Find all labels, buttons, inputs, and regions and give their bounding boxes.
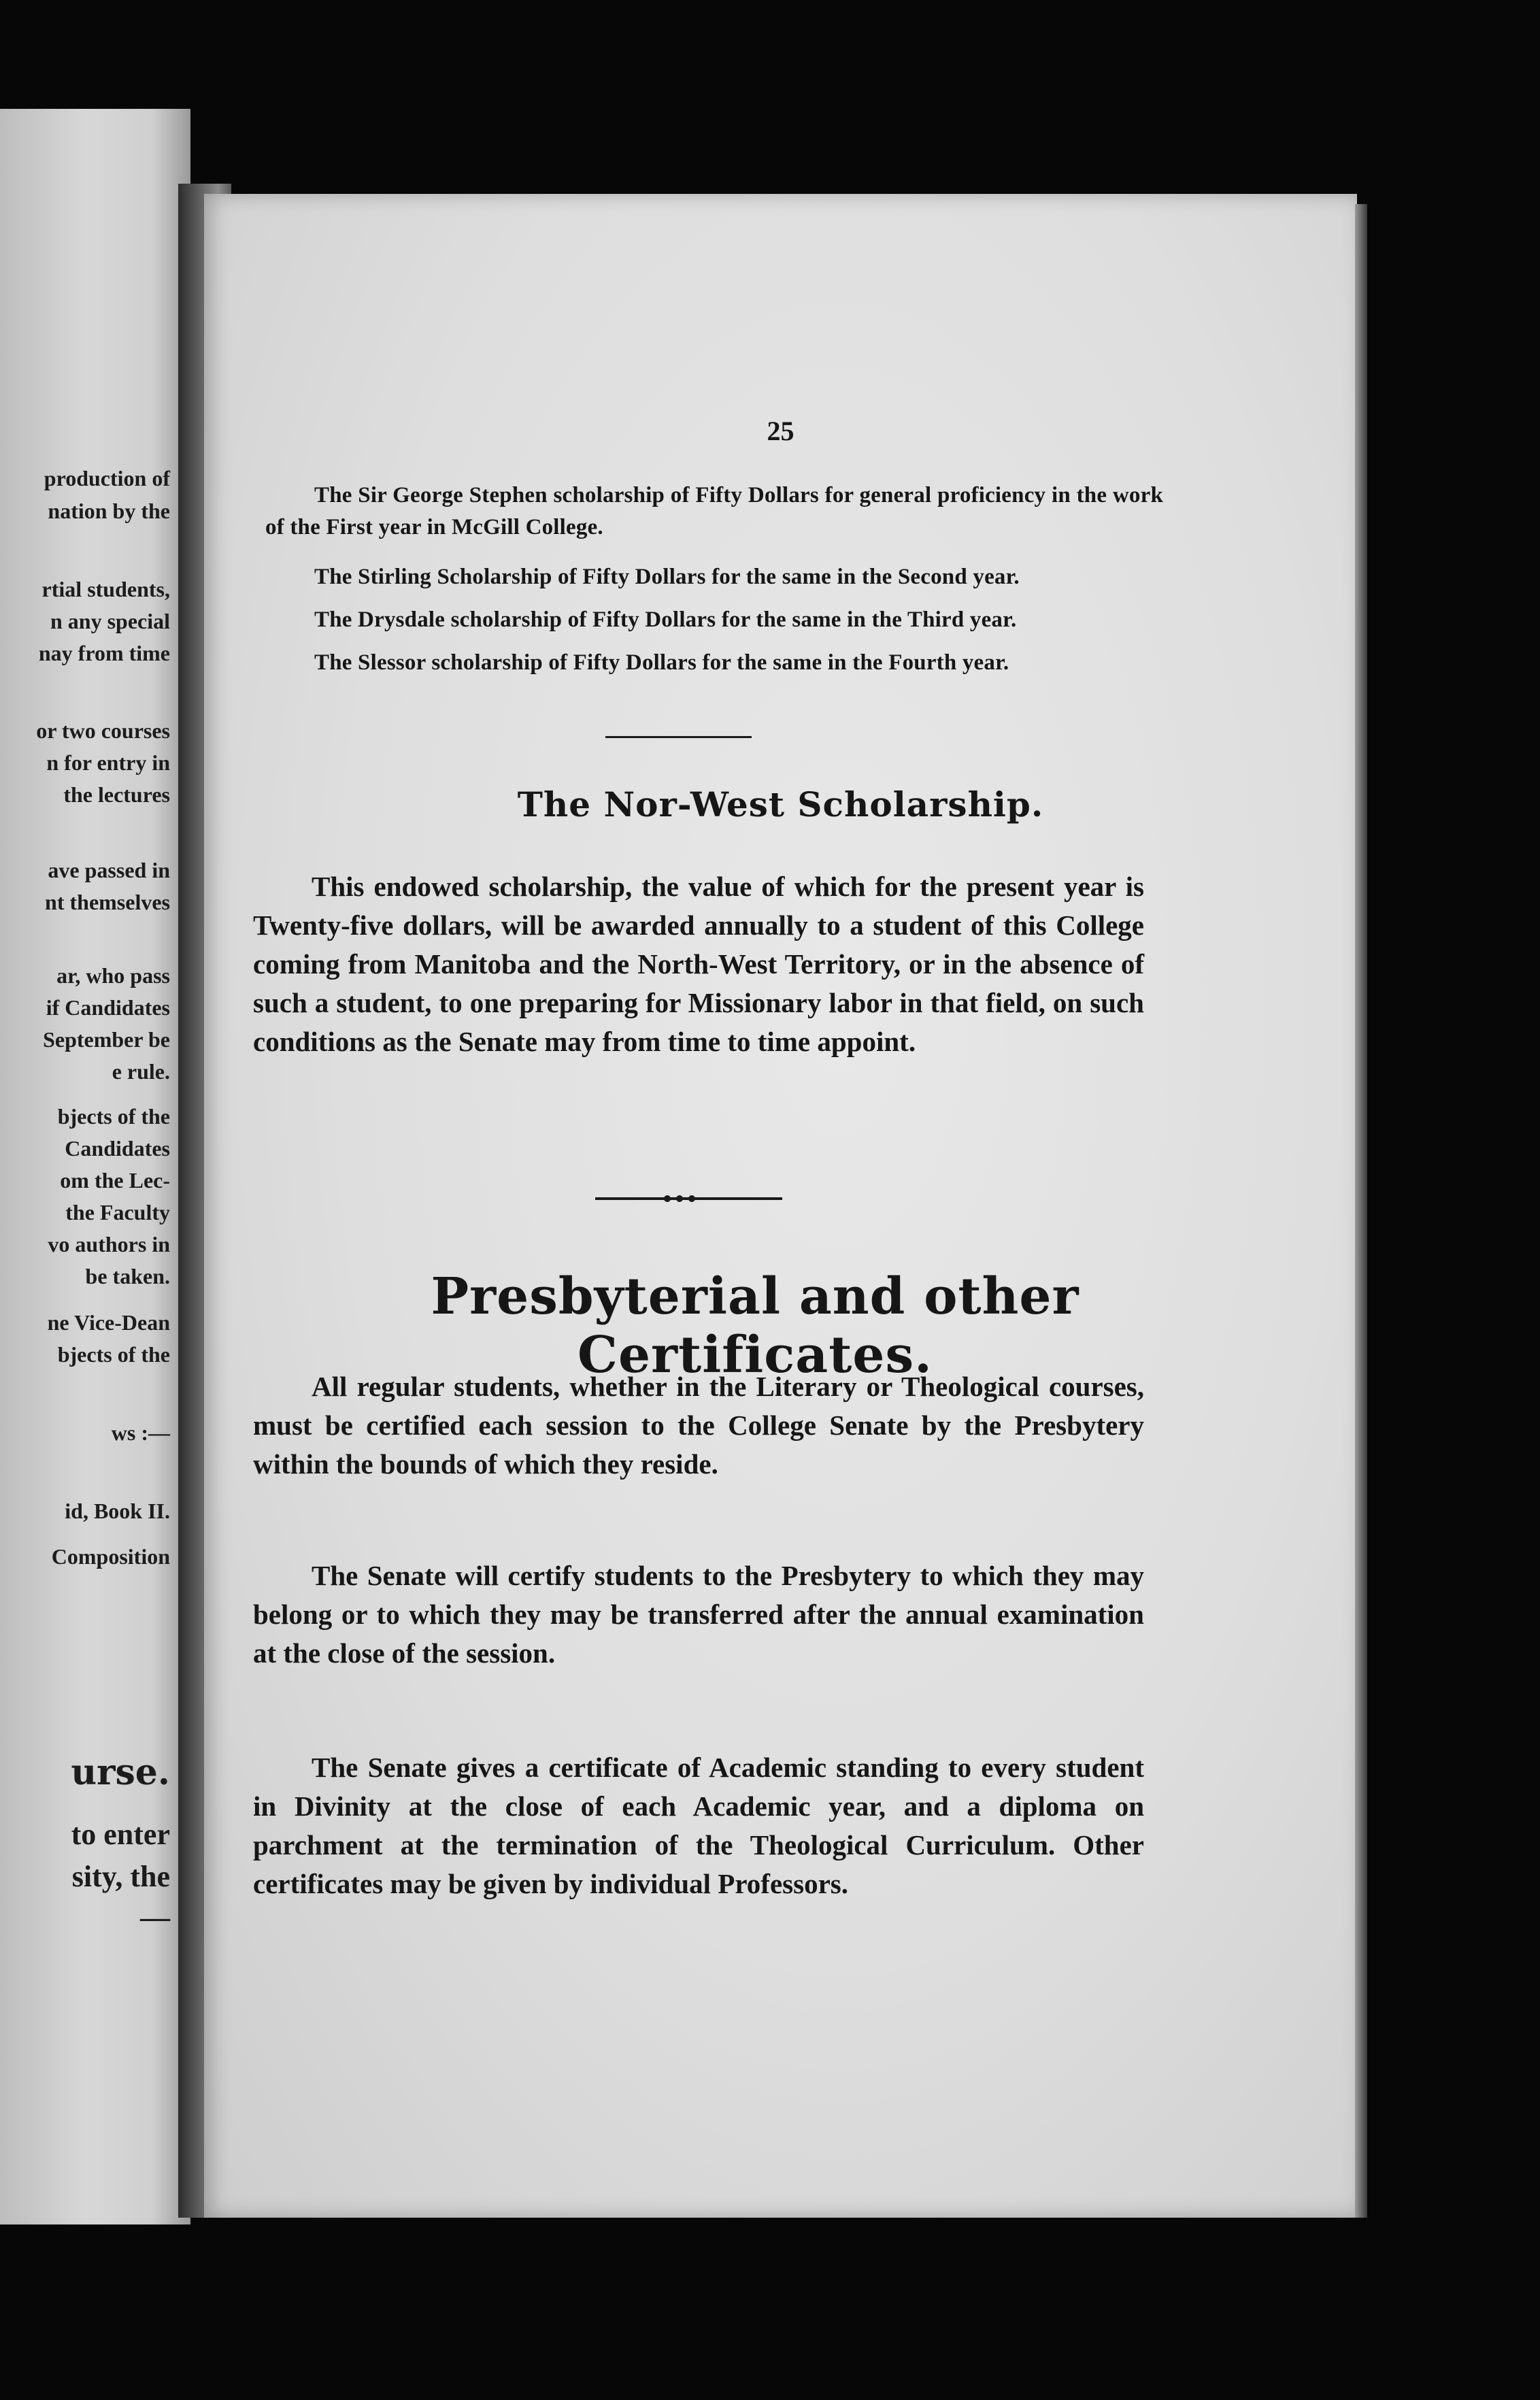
left-facing-page	[0, 109, 190, 2224]
left-page-line: —	[140, 1901, 170, 1934]
left-page-line: ws :—	[111, 1420, 170, 1445]
left-page-line: n any special	[50, 609, 170, 633]
divider-dot	[688, 1195, 695, 1202]
certificates-paragraph: The Senate will certify students to the Presbytery to which they may belong or to which they may be transferred after the annual examination at the close of the session.	[253, 1560, 1144, 1669]
left-page-line: nay from time	[38, 641, 170, 665]
certificates-paragraph: The Senate gives a certificate of Academic standing to every student in Divinity at the close of each Academic year, and a diploma on parchment at the termination of the Theological Curriculum. Other certificates may be given by individual Professors.	[253, 1752, 1144, 1899]
left-page-line: September be	[43, 1027, 170, 1052]
divider-dot	[676, 1195, 683, 1202]
left-page-line: bjects of the	[57, 1342, 170, 1367]
left-page-line: be taken.	[85, 1264, 170, 1288]
book-page	[204, 194, 1357, 2218]
left-page-line: ave passed in	[48, 858, 170, 882]
left-page-line: or two courses	[36, 718, 170, 743]
left-page-line: n for entry in	[46, 750, 170, 775]
left-page-line: ne Vice-Dean	[47, 1310, 170, 1335]
norwest-paragraph: This endowed scholarship, the value of which for the present year is Twenty-five dollars, will be awarded annually to a student of this College coming from Manitoba and the North-West Territory, or in the absence of such a student, to one preparing for Missionary labor in that field, on such conditions as the Senate may from time to time appoint.	[253, 871, 1144, 1057]
norwest-heading: The Nor-West Scholarship.	[517, 784, 1044, 824]
left-page-line: nt themselves	[45, 890, 170, 914]
left-page-line: e rule.	[112, 1059, 170, 1084]
left-page-line: if Candidates	[46, 995, 170, 1020]
certificates-paragraph: All regular students, whether in the Literary or Theological courses, must be certified each session to the College Senate by the Presbytery within the bounds of which they reside.	[253, 1371, 1144, 1480]
left-page-line: the Faculty	[65, 1200, 170, 1224]
certificates-heading: Presbyterial and other Certificates.	[431, 1267, 1079, 1384]
left-page-line: Composition	[51, 1544, 170, 1569]
scholarship-entry: The Stirling Scholarship of Fifty Dollars for the same in the Second year.	[314, 565, 1020, 589]
left-page-line: vo authors in	[48, 1232, 170, 1256]
left-page-line: nation by the	[48, 499, 170, 523]
left-page-line: rtial students,	[41, 577, 170, 601]
left-page-line: to enter	[71, 1818, 170, 1851]
left-page-line: the lectures	[63, 782, 170, 807]
page-number: 25	[767, 416, 794, 446]
left-page-line: sity, the	[71, 1860, 170, 1893]
scholarship-entry: The Drysdale scholarship of Fifty Dollars for the same in the Third year.	[314, 607, 1017, 632]
left-page-line: production of	[44, 466, 170, 490]
scholarship-entry: The Sir George Stephen scholarship of Fifty Dollars for general proficiency in the work of the First year in McGill College.	[265, 483, 1163, 539]
divider-dot	[664, 1195, 671, 1202]
scholarship-entry: The Slessor scholarship of Fifty Dollars for the same in the Fourth year.	[314, 650, 1009, 675]
left-page-line: om the Lec-	[60, 1168, 170, 1193]
section-divider	[605, 736, 752, 738]
left-page-line: ar, who pass	[56, 963, 170, 988]
left-page-heading: urse.	[71, 1752, 170, 1793]
left-page-line: bjects of the	[57, 1104, 170, 1129]
left-page-line: id, Book II.	[65, 1499, 170, 1523]
page-edge	[1355, 204, 1367, 2218]
left-page-line: Candidates	[65, 1136, 170, 1161]
